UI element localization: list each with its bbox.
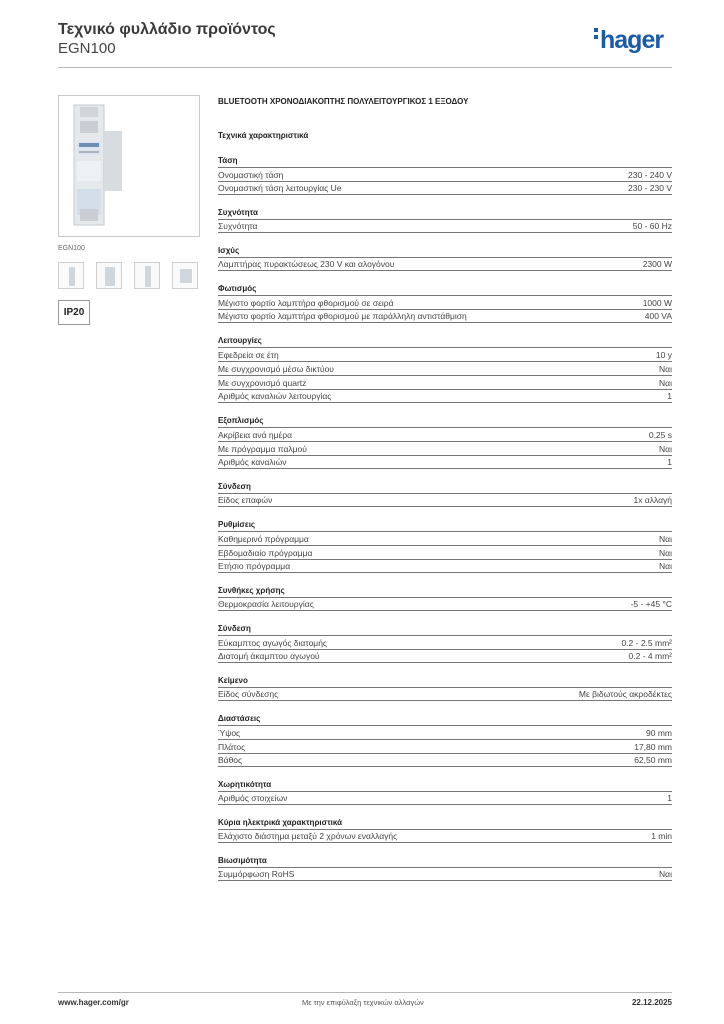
spec-table — [218, 167, 672, 195]
spec-row — [218, 597, 672, 611]
spec-table — [218, 725, 672, 767]
spec-table — [218, 829, 672, 843]
spec-value: 0,25 s — [648, 429, 672, 440]
spec-value: Ναι — [659, 363, 672, 374]
spec-table — [218, 635, 672, 663]
spec-row — [218, 531, 672, 545]
product-thumbnail-1[interactable] — [58, 262, 84, 289]
spec-table — [218, 791, 672, 805]
spec-value: 1 — [667, 793, 672, 803]
spec-label: Εύκαμπτος αγωγός διατομής — [218, 637, 328, 648]
spec-group-title: Εξοπλισμός — [218, 416, 264, 425]
technical-data-panel — [218, 96, 672, 881]
spec-row — [218, 361, 672, 375]
spec-label: Αριθμός καναλιών — [218, 457, 287, 467]
spec-label: Είδος σύνδεσης — [218, 689, 279, 699]
spec-groups — [218, 155, 672, 881]
spec-value: 1 — [667, 391, 672, 401]
footer-date: 22.12.2025 — [631, 998, 672, 1007]
spec-label: Εφεδρεία σε έτη — [218, 349, 279, 360]
spec-table — [218, 597, 672, 611]
spec-label: Συμμόρφωση RoHS — [218, 869, 295, 879]
spec-row — [218, 347, 672, 361]
spec-value: 400 VA — [644, 311, 672, 321]
spec-row — [218, 739, 672, 753]
product-code: EGN100 — [58, 40, 116, 57]
spec-row — [218, 753, 672, 767]
logo-dots-icon — [594, 28, 598, 42]
spec-label: Μέγιστο φορτίο λαμπτήρα φθορισμού σε σειρά — [218, 297, 394, 308]
spec-value: -5 - +45 °C — [630, 599, 672, 609]
spec-table — [218, 257, 672, 271]
spec-label: Εβδομαδιαίο πρόγραμμα — [218, 547, 313, 558]
spec-value: Ναι — [659, 561, 672, 571]
spec-label: Θερμοκρασία λειτουργίας — [218, 599, 314, 609]
spec-row — [218, 295, 672, 309]
din-rail-device-image — [66, 101, 126, 229]
spec-group-title: Σύνδεση — [218, 482, 251, 491]
spec-group-title: Λειτουργίες — [218, 336, 262, 345]
spec-group-title: Φωτισμός — [218, 284, 257, 293]
spec-row — [218, 309, 672, 323]
header-divider — [58, 67, 672, 68]
spec-label: Ελάχιστο διάστημα μεταξύ 2 χρόνων εναλλαγής — [218, 831, 398, 841]
spec-group-title: Συνθήκες χρήσης — [218, 586, 285, 595]
spec-row — [218, 493, 672, 507]
spec-value: 1 min — [651, 831, 672, 841]
spec-label: Ακρίβεια ανά ημέρα — [218, 429, 293, 440]
spec-table — [218, 295, 672, 323]
spec-group-title: Ισχύς — [218, 246, 240, 255]
spec-value: 230 - 240 V — [628, 169, 672, 180]
spec-row — [218, 389, 672, 403]
spec-table — [218, 493, 672, 507]
spec-label: Αριθμός στοιχείων — [218, 793, 288, 803]
spec-label: Είδος επαφών — [218, 495, 273, 505]
spec-row — [218, 559, 672, 573]
spec-value: 1000 W — [642, 297, 672, 308]
product-thumbnail-2[interactable] — [96, 262, 122, 289]
footer-divider — [58, 992, 672, 993]
logo-text: hager — [600, 26, 664, 54]
spec-row — [218, 829, 672, 843]
product-thumbnail-3[interactable] — [134, 262, 160, 289]
product-image-caption: EGN100 — [58, 245, 85, 252]
spec-group-title: Συχνότητα — [218, 208, 258, 217]
spec-row — [218, 455, 672, 469]
spec-label: Μέγιστο φορτίο λαμπτήρα φθορισμού με παράλληλη αντιστάθμιση — [218, 311, 467, 321]
spec-value: 17,80 mm — [634, 741, 672, 752]
spec-label: Καθημερινό πρόγραμμα — [218, 533, 309, 544]
spec-value: 0.2 - 2.5 mm² — [621, 637, 672, 648]
spec-value: Με βιδωτούς ακροδέκτες — [578, 689, 672, 699]
product-thumbnail-4[interactable] — [172, 262, 198, 289]
spec-label: Με πρόγραμμα παλμού — [218, 443, 307, 454]
spec-value: 50 - 60 Hz — [632, 221, 672, 231]
spec-table — [218, 687, 672, 701]
spec-table — [218, 347, 672, 403]
spec-label: Συχνότητα — [218, 221, 258, 231]
spec-group-title: Διαστάσεις — [218, 714, 261, 723]
spec-group-title: Βιωσιμότητα — [218, 856, 267, 865]
spec-row — [218, 867, 672, 881]
spec-label: Ονομαστική τάση λειτουργίας Ue — [218, 183, 342, 193]
spec-value: Ναι — [659, 443, 672, 454]
spec-value: Ναι — [659, 869, 672, 879]
spec-row — [218, 257, 672, 271]
spec-value: 90 mm — [646, 727, 672, 738]
spec-row — [218, 181, 672, 195]
spec-row — [218, 441, 672, 455]
footer-website-link[interactable]: www.hager.com/gr — [58, 998, 129, 1007]
spec-group-title: Κύρια ηλεκτρικά χαρακτηριστικά — [218, 818, 342, 827]
spec-group-title: Ρυθμίσεις — [218, 520, 256, 529]
spec-value: 0.2 - 4 mm² — [628, 651, 672, 661]
spec-row — [218, 167, 672, 181]
spec-label: Ονομαστική τάση — [218, 169, 284, 180]
document-title: Τεχνικό φυλλάδιο προϊόντος — [58, 21, 276, 38]
spec-value: 1x αλλαγή — [633, 495, 672, 505]
spec-row — [218, 545, 672, 559]
spec-row — [218, 649, 672, 663]
spec-table — [218, 867, 672, 881]
spec-row — [218, 687, 672, 701]
thumbnail-strip — [58, 262, 198, 289]
spec-table — [218, 427, 672, 469]
spec-row — [218, 375, 672, 389]
spec-value: 230 - 230 V — [628, 183, 672, 193]
spec-label: Αριθμός καναλιών λειτουργίας — [218, 391, 332, 401]
spec-label: Διατομή άκαμπτου αγωγού — [218, 651, 320, 661]
spec-group-title: Σύνδεση — [218, 624, 251, 633]
footer-disclaimer: Με την επιφύλαξη τεχνικών αλλαγών — [302, 998, 424, 1007]
section-label: Τεχνικά χαρακτηριστικά — [218, 131, 309, 140]
product-image — [58, 95, 200, 237]
spec-label: Με συγχρονισμό quartz — [218, 377, 307, 388]
spec-group-title: Τάση — [218, 156, 238, 165]
spec-value: Ναι — [659, 533, 672, 544]
spec-label: Με συγχρονισμό μέσω δικτύου — [218, 363, 334, 374]
spec-value: 62,50 mm — [634, 755, 672, 765]
spec-value: Ναι — [659, 377, 672, 388]
spec-label: Λαμπτήρας πυρακτώσεως 230 V και αλογόνου — [218, 259, 395, 269]
spec-table — [218, 219, 672, 233]
spec-value: 1 — [667, 457, 672, 467]
spec-row — [218, 219, 672, 233]
spec-row — [218, 791, 672, 805]
ip-rating-badge: IP20 — [58, 300, 90, 325]
spec-value: 2300 W — [642, 259, 672, 269]
spec-row — [218, 635, 672, 649]
product-title: BLUETOOTH ΧΡΟΝΟΔΙΑΚΟΠΤΗΣ ΠΟΛΥΛΕΙΤΟΥΡΓΙΚΟΣ 1 ΕΞΟΔΟΥ — [218, 97, 469, 106]
spec-row — [218, 725, 672, 739]
spec-table — [218, 531, 672, 573]
spec-value: Ναι — [659, 547, 672, 558]
hager-logo — [594, 26, 663, 55]
spec-row — [218, 427, 672, 441]
spec-group-title: Κείμενο — [218, 676, 248, 685]
spec-value: 10 y — [655, 349, 672, 360]
spec-label: Ετήσιο πρόγραμμα — [218, 561, 291, 571]
spec-label: Βάθος — [218, 755, 243, 765]
spec-label: Ύψος — [218, 727, 241, 738]
spec-label: Πλάτος — [218, 741, 246, 752]
spec-group-title: Χωρητικότητα — [218, 780, 272, 789]
